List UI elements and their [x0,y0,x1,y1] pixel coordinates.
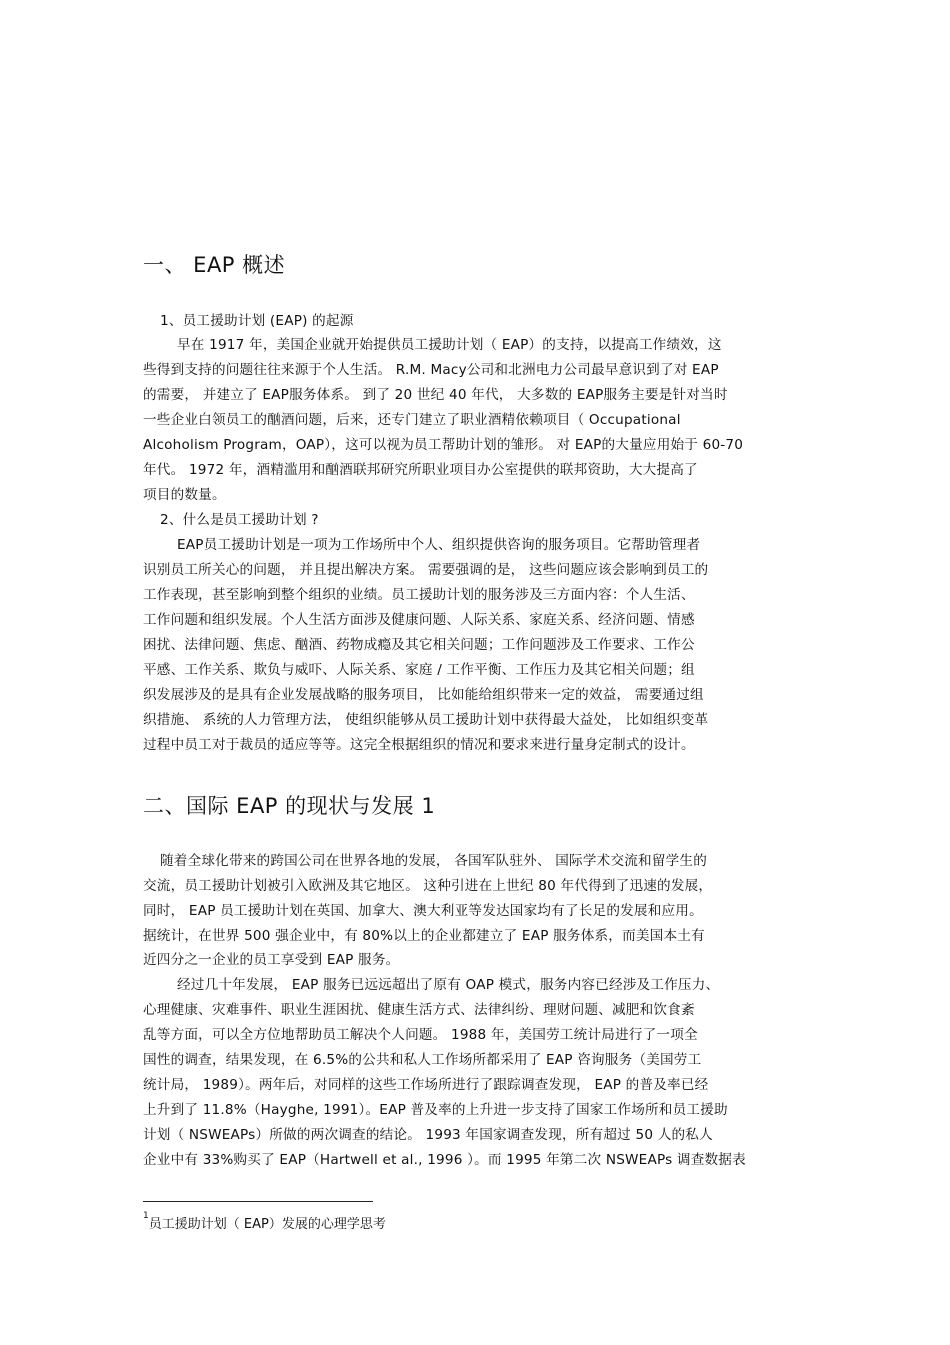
paragraph-line: 平感、工作关系、欺负与威吓、人际关系、家庭 / 工作平衡、工作压力及其它相关问题；组 [143,662,695,678]
paragraph-line: 同时， EAP 员工援助计划在英国、加拿大、澳大利亚等发达国家均有了长足的发展和应用。 [143,903,703,919]
paragraph-line: 上升到了 11.8%（Hayghe, 1991）。EAP 普及率的上升进一步支持了国家工作场所和员工援助 [143,1102,728,1118]
footnote-text: 员工援助计划（ EAP）发展的心理学思考 [148,1217,386,1232]
paragraph-line: 统计局， 1989）。两年后，对同样的这些工作场所进行了跟踪调查发现， EAP 的普及率已经 [143,1077,709,1093]
footnote-divider [143,1201,373,1202]
paragraph-line: Alcoholism Program，OAP），这可以视为员工帮助计划的雏形。 对 EAP的大量应用始于 60-70 [143,437,744,453]
paragraph-line: 织发展涉及的是具有企业发展战略的服务项目， 比如能给组织带来一定的效益， 需要通过组 [143,687,704,703]
paragraph-line: 乱等方面，可以全方位地帮助员工解决个人问题。 1988 年，美国劳工统计局进行了一项全 [143,1027,698,1043]
paragraph-line: 工作表现，甚至影响到整个组织的业绩。员工援助计划的服务涉及三方面内容：个人生活、 [143,587,695,603]
paragraph-line: 心理健康、灾难事件、职业生涯困扰、健康生活方式、法律纠纷、理财问题、减肥和饮食紊 [143,1002,695,1018]
paragraph-line: 计划（ NSWEAPs）所做的两次调查的结论。 1993 年国家调查发现，所有超过 50 人的私人 [143,1127,713,1143]
paragraph-line: 近四分之一企业的员工享受到 EAP 服务。 [143,952,400,968]
paragraph-line: 交流，员工援助计划被引入欧洲及其它地区。 这种引进在上世纪 80 年代得到了迅速的发展， [143,878,713,894]
paragraph-line: 早在 1917 年，美国企业就开始提供员工援助计划（ EAP）的支持，以提高工作绩效，这 [177,337,722,353]
paragraph-line: 项目的数量。 [143,487,226,503]
paragraph-line: 的需要， 并建立了 EAP服务体系。 到了 20 世纪 40 年代， 大多数的 EAP服务主要是针对当时 [143,387,728,403]
footnote [143,1213,386,1232]
paragraph-line: 年代。 1972 年，酒精滥用和酗酒联邦研究所职业项目办公室提供的联邦资助，大大提高了 [143,462,698,478]
paragraph-line: 一些企业白领员工的酗酒问题，后来，还专门建立了职业酒精依赖项目（ Occupational [143,412,681,428]
paragraph-line: 经过几十年发展， EAP 服务已远远超出了原有 OAP 模式，服务内容已经涉及工作压力、 [177,977,720,993]
section1-subheading-definition: 2、什么是员工援助计划 ? [160,512,319,528]
paragraph-line: 工作问题和组织发展。个人生活方面涉及健康问题、人际关系、家庭关系、经济问题、情感 [143,612,695,628]
paragraph-line: 识别员工所关心的问题， 并且提出解决方案。 需要强调的是， 这些问题应该会影响到员工的 [143,562,709,578]
paragraph-line: 织措施、 系统的人力管理方法， 使组织能够从员工援助计划中获得最大益处， 比如组织变革 [143,712,709,728]
paragraph-line: 国性的调查，结果发现，在 6.5%的公共和私人工作场所都采用了 EAP 咨询服务（美国劳工 [143,1052,702,1068]
paragraph-line: 困扰、法律问题、焦虑、酗酒、药物成瘾及其它相关问题；工作问题涉及工作要求、工作公 [143,637,695,653]
paragraph-line: 过程中员工对于裁员的适应等等。这完全根据组织的情况和要求来进行量身定制式的设计。 [143,737,695,753]
section2-heading: 二、国际 EAP 的现状与发展 1 [143,794,436,818]
footnote-marker: 1 [143,1211,149,1221]
paragraph-line: 些得到支持的问题往往来源于个人生活。 R.M. Macy公司和北洲电力公司最早意识到了对 EAP [143,362,719,378]
paragraph-line: 据统计，在世界 500 强企业中，有 80%以上的企业都建立了 EAP 服务体系，而美国本土有 [143,928,705,944]
section1-subheading-origin: 1、员工援助计划 (EAP) 的起源 [160,313,354,329]
paragraph-line: EAP员工援助计划是一项为工作场所中个人、组织提供咨询的服务项目。它帮助管理者 [177,537,701,553]
paragraph-line: 随着全球化带来的跨国公司在世界各地的发展， 各国军队驻外、 国际学术交流和留学生的 [160,853,707,869]
paragraph-line: 企业中有 33%购买了 EAP（Hartwell et al., 1996 ）。而 1995 年第二次 NSWEAPs 调查数据表 [143,1152,746,1168]
section1-heading: 一、 EAP 概述 [143,253,286,277]
